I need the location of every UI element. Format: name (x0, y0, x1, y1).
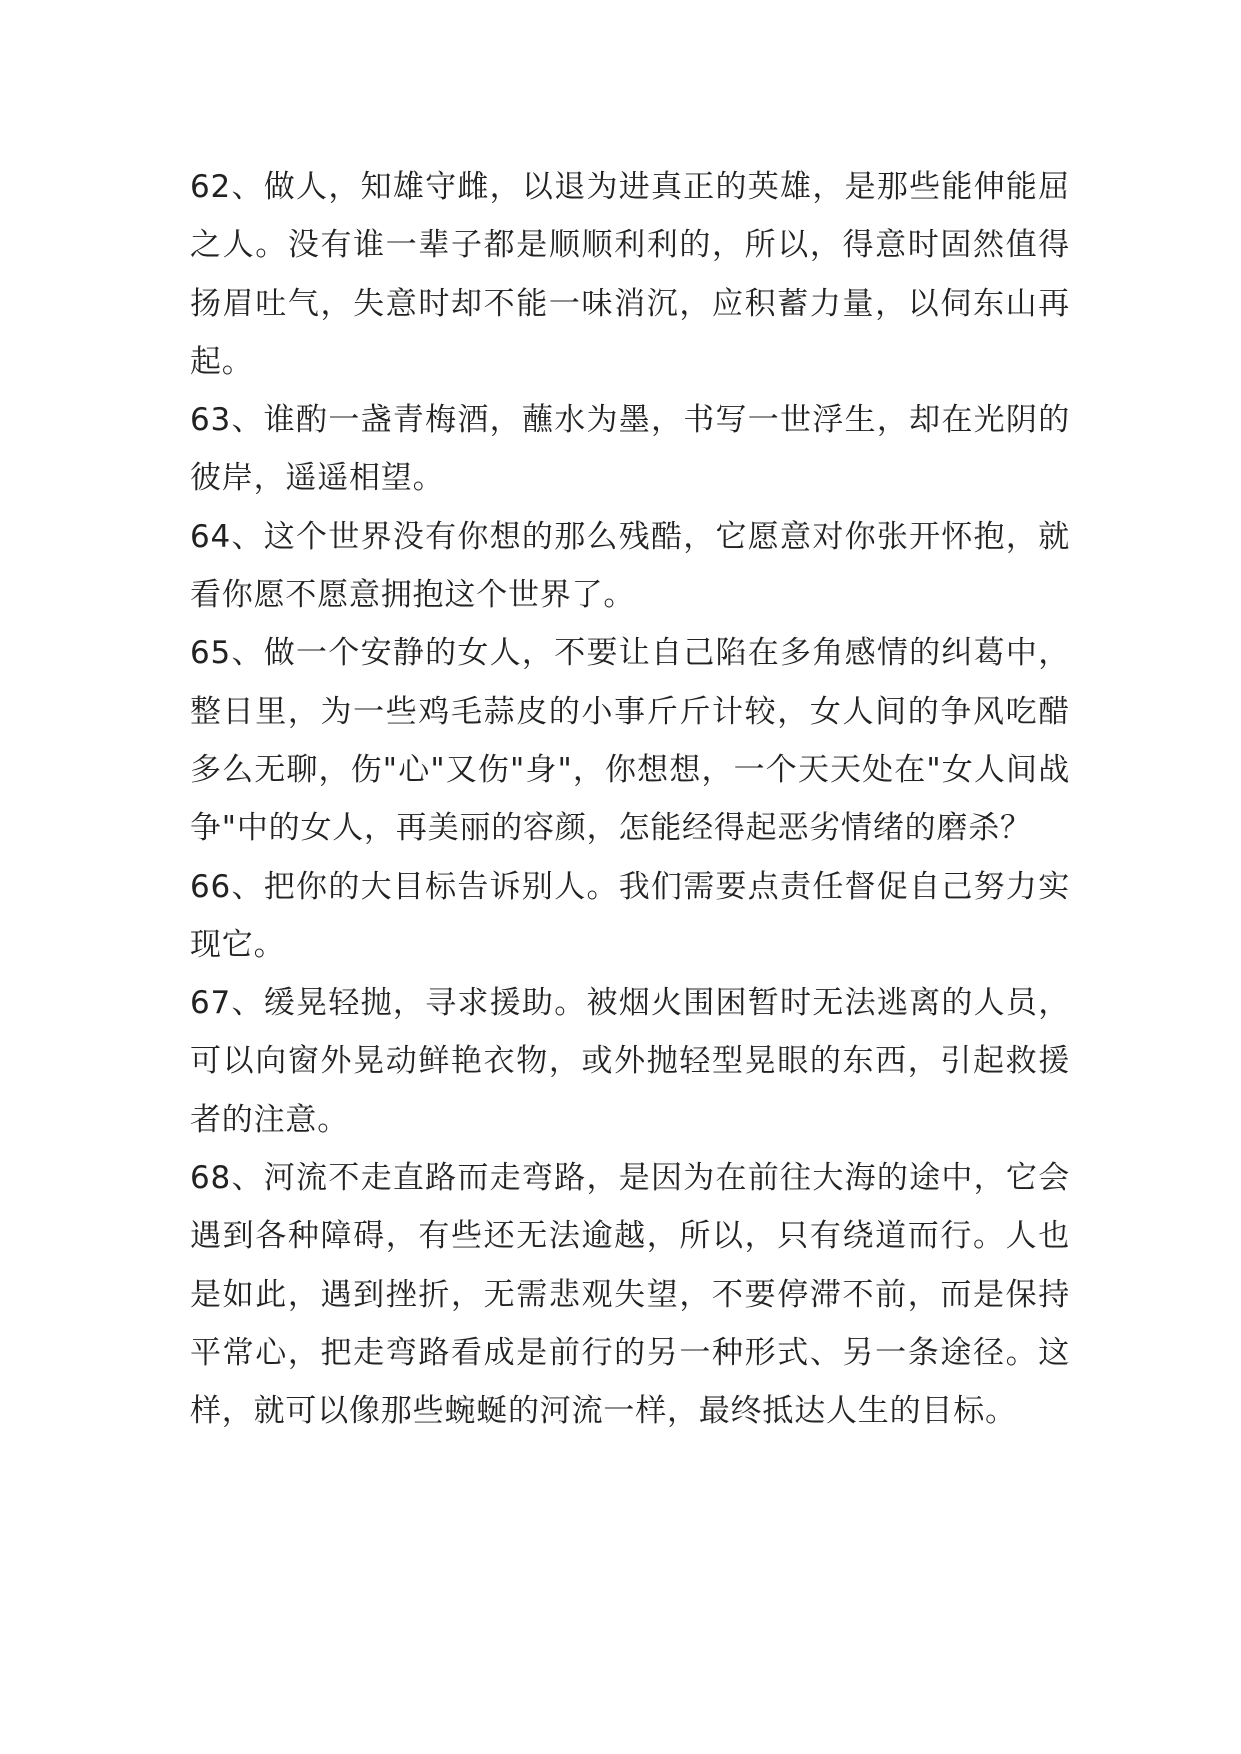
paragraph-66: 66、把你的大目标告诉别人。我们需要点责任督促自己努力实现它。 (190, 868, 1070, 963)
paragraph-65: 65、做一个安静的女人，不要让自己陷在多角感情的纠葛中，整日里，为一些鸡毛蒜皮的小事斤斤计较，女人间的争风吃醋多么无聊，伤"心"又伤"身"，你想想，一个天天处在"女人间战争"中的女人，再美丽的容颜，怎能经得起恶劣情绪的磨杀？ (190, 635, 1070, 847)
paragraph-62: 62、做人，知雄守雌，以退为进真正的英雄，是那些能伸能屈之人。没有谁一辈子都是顺顺利利的，所以，得意时固然值得扬眉吐气，失意时却不能一味消沉，应积蓄力量，以伺东山再起。 (190, 169, 1070, 380)
paragraph-67: 67、缓晃轻抛，寻求援助。被烟火围困暂时无法逃离的人员，可以向窗外晃动鲜艳衣物，或外抛轻型晃眼的东西，引起救援者的注意。 (190, 985, 1070, 1138)
paragraph-68: 68、河流不走直路而走弯路，是因为在前往大海的途中，它会遇到各种障碍，有些还无法逾越，所以，只有绕道而行。人也是如此，遇到挫折，无需悲观失望，不要停滞不前，而是保持平常心，把走弯路看成是前行的另一种形式、另一条途径。这样，就可以像那些蜿蜒的河流一样，最终抵达人生的目标。 (190, 1160, 1070, 1430)
document-body (190, 158, 1070, 1441)
paragraph-63: 63、谁酌一盏青梅酒，蘸水为墨，书写一世浮生，却在光阴的彼岸，遥遥相望。 (190, 402, 1070, 497)
paragraph-64: 64、这个世界没有你想的那么残酷，它愿意对你张开怀抱，就看你愿不愿意拥抱这个世界了。 (190, 518, 1070, 614)
